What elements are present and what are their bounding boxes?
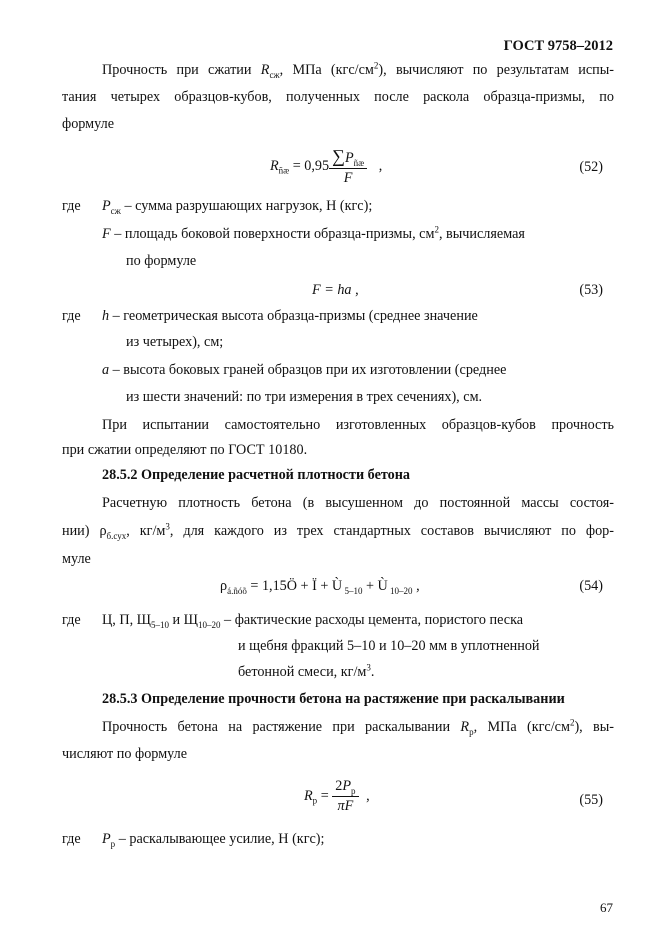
subscript: p (312, 795, 318, 806)
where3-text (102, 612, 523, 629)
page-number: 67 (600, 900, 613, 915)
p3-line2 (62, 523, 614, 540)
fraction-numerator (329, 146, 367, 169)
p4-line1 (62, 719, 614, 736)
text: – геометрическая высота образца-призмы (среднее значение (109, 308, 478, 324)
superscript: 2 (373, 60, 379, 71)
where-label-2: где (62, 308, 81, 324)
text: = 1,15Ö + Ï + Ù (246, 578, 343, 594)
formula-number-53: (53) (579, 282, 603, 298)
text: и Щ (169, 612, 198, 628)
text: Ц, П, Щ (102, 612, 151, 628)
text: , (362, 787, 370, 804)
formula-53 (312, 282, 359, 299)
symbol: F (344, 798, 354, 814)
f-desc (102, 226, 525, 243)
symbol: R (304, 787, 313, 804)
subscript: p (351, 785, 356, 796)
subscript: ñæ (278, 165, 290, 176)
text: – фактические расходы цемента, пористого песка (220, 612, 524, 628)
subscript: 10–20 (198, 619, 221, 630)
symbol: P (342, 778, 352, 794)
text: = 0,95 (289, 157, 330, 174)
fraction-numerator (332, 778, 358, 797)
symbol: R (460, 719, 470, 735)
f-desc-cont: по формуле (126, 253, 197, 269)
p1-line2: тания четырех образцов-кубов, полученных после раскола образца-призмы, по (62, 89, 614, 105)
formula-52 (270, 146, 382, 187)
subscript: 5–10 (342, 585, 363, 596)
where4-text (102, 831, 324, 848)
symbol: R (260, 62, 270, 78)
sigma: ∑ (332, 146, 345, 166)
p3-line3: муле (62, 551, 91, 567)
text: , (412, 578, 420, 594)
text: ), вы- (574, 719, 615, 735)
subscript: б.сух (106, 530, 127, 541)
subscript: ñæ (353, 157, 365, 168)
fraction-denominator: F (343, 170, 353, 186)
subscript: р (469, 726, 474, 737)
superscript: 3 (366, 662, 371, 673)
where2-text (102, 308, 478, 325)
text: нии) (62, 523, 100, 539)
subscript: сж (269, 69, 280, 80)
formula-54 (220, 578, 420, 595)
superscript: 2 (569, 717, 575, 728)
text: π (337, 798, 345, 814)
text: + Ù (362, 578, 388, 594)
formula-55 (304, 778, 370, 815)
formula-number-52: (52) (579, 159, 603, 175)
p2-line1: При испытании самостоятельно изготовленных образцов-кубов прочность (102, 417, 614, 433)
text: 2 (335, 778, 343, 794)
text: = (317, 787, 333, 804)
symbol: P (102, 198, 111, 214)
subscript: р (110, 838, 116, 849)
a-desc (102, 362, 506, 379)
symbol: ρ (220, 578, 228, 594)
where-label-1: где (62, 198, 81, 214)
symbol: R (270, 157, 279, 174)
symbol: a (102, 362, 110, 378)
text: – площадь боковой поверхности образца-призмы, см (110, 226, 435, 242)
formula-number-55: (55) (579, 792, 603, 808)
text: – сумма разрушающих нагрузок, Н (кгс); (120, 198, 373, 214)
text: , вычисляемая (438, 226, 525, 242)
text: – раскалывающее усилие, Н (кгс); (115, 831, 325, 847)
standard-header: ГОСТ 9758–2012 (503, 38, 613, 54)
text: , (375, 157, 383, 174)
symbol: P (102, 831, 111, 847)
text: бетонной смеси, кг/м (238, 664, 367, 680)
text: ), вычисляют по результатам испы- (378, 62, 615, 78)
subscript: 5–10 (151, 619, 169, 630)
section-heading-28-5-3: 28.5.3 Определение прочности бетона на растяжение при раскалывании (102, 691, 565, 707)
text: , МПа (кгс/см (473, 719, 570, 735)
p2-line2: при сжатии определяют по ГОСТ 10180. (62, 442, 308, 458)
superscript: 3 (165, 521, 170, 532)
symbol: ρ (99, 523, 107, 539)
subscript: сж (110, 205, 121, 216)
subscript: á.ñóõ (227, 585, 247, 596)
p1-line3: формуле (62, 116, 114, 132)
symbol: P (344, 150, 354, 166)
text: , для каждого из трех стандартных составов вычисляют по фор- (169, 523, 614, 539)
where3-cont2 (238, 664, 374, 681)
text: Прочность бетона на растяжение при раскалывании (102, 719, 461, 735)
text: Прочность при сжатии (102, 62, 261, 78)
formula-text: F = ha (312, 282, 352, 298)
text: , (351, 282, 359, 298)
where-label-3: где (62, 612, 81, 628)
where2-cont: из четырех), см; (126, 334, 224, 350)
p3-line1: Расчетную плотность бетона (в высушенном до постоянной массы состоя- (102, 495, 614, 511)
p4-line2: числяют по формуле (62, 746, 188, 762)
section-heading-28-5-2: 28.5.2 Определение расчетной плотности бетона (102, 467, 411, 483)
text: . (370, 664, 375, 680)
p1-line1 (62, 62, 614, 79)
symbol: h (102, 308, 110, 324)
text: – высота боковых граней образцов при их изготовлении (среднее (109, 362, 507, 378)
a-desc-cont: из шести значений: по три измерения в трех сечениях), см. (126, 389, 483, 405)
fraction (332, 778, 358, 815)
fraction-denominator (332, 797, 358, 815)
where-label-4: где (62, 831, 81, 847)
where1-text (102, 198, 372, 215)
symbol: F (102, 226, 111, 242)
fraction (329, 146, 367, 187)
subscript: 10–20 (387, 585, 413, 596)
superscript: 2 (434, 224, 439, 235)
text: , кг/м (126, 523, 166, 539)
formula-number-54: (54) (579, 578, 603, 594)
text: , МПа (кгс/см (279, 62, 374, 78)
where3-cont1: и щебня фракций 5–10 и 10–20 мм в уплотненной (238, 638, 540, 654)
